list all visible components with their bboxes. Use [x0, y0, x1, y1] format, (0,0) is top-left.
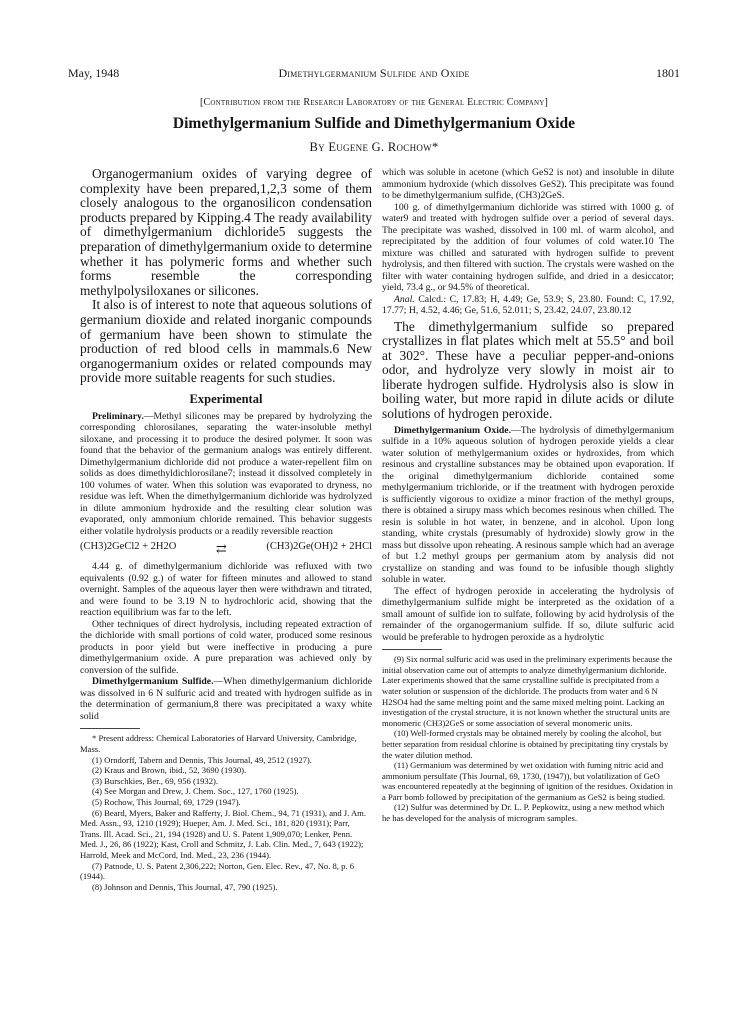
footnote: * Present address: Chemical Laboratories of Harvard University, Cambridge, Mass.	[80, 733, 357, 754]
preliminary-run-in: Preliminary.	[92, 410, 144, 422]
equilibrium-arrow-icon: ⇄	[215, 541, 227, 557]
footnote: (8) Johnson and Dennis, This Journal, 47, 790 (1925).	[92, 881, 278, 892]
effect-paragraph: The effect of hydrogen peroxide in accelerating the hydrolysis of dimethylgermanium sulfide might be interpreted as the oxidation of a small amount of sulfide ion to sulfate, following by acid hydrolysis of the remainder of the organogermanium sulfide. If so, dilute sulfuric acid would be preferable to hydrogen peroxide as a hydrolytic	[382, 585, 674, 643]
footnote-divider	[382, 649, 442, 650]
running-head	[68, 66, 680, 82]
hydrolysis-equation	[80, 541, 372, 557]
running-head-title: Dimethylgermanium Sulfide and Oxide	[278, 66, 470, 80]
footnote: (7) Patnode, U. S. Patent 2,306,222; Norton, Gen. Elec. Rev., 47, No. 8, p. 6 (1944).	[80, 860, 354, 882]
analysis-text: Calcd.: C, 17.83; H, 4.49; Ge, 53.9; S, 23.80. Found: C, 17.92, 17.77; H, 4.52, 4.46; Ge, 51.6, 52.011; S, 23.42, 24.07, 23.80.12	[382, 293, 675, 316]
left-column	[80, 167, 372, 892]
preparation-paragraph: 100 g. of dimethylgermanium dichloride was stirred with 1000 g. of water9 and treated with hydrogen sulfide over a period of several days. The precipitate was washed, dissolved in 100 ml. of warm alcohol, and reprecipitated by the addition of four volumes of cold water.10 The mixture was chilled and saturated with hydrogen sulfide to prevent hydrolysis, and then filtered with suction. The crystals were washed on the filter with water containing hydrogen sulfide, and dried in a desiccator; yield, 73.4 g., or 94.5% of theoretical.	[382, 201, 674, 293]
oxide-paragraph	[382, 425, 674, 586]
oxide-run-in: Dimethylgermanium Oxide.	[394, 424, 512, 436]
sulfide-paragraph	[80, 676, 372, 722]
footnote: (3) Burschkies, Ber., 69, 956 (1932).	[92, 775, 219, 786]
footnote: (12) Sulfur was determined by Dr. L. P. Pepkowitz, using a new method which he has developed for the analysis of microgram samples.	[382, 802, 665, 824]
other-techniques-paragraph: Other techniques of direct hydrolysis, including repeated extraction of the dichloride with small portions of cold water, produced some resinous products in poor yield but were ineffective in producing a pure dimethylgermanium oxide. A pure preparation was achieved only by conversion of the sulfide.	[80, 618, 372, 676]
sulfide-text: —When dimethylgermanium dichloride was dissolved in 6 N sulfuric acid and treated with hydrogen sulfide as in the determination of germanium,8 there was precipitated a waxy white solid	[80, 676, 373, 722]
properties-paragraph: The dimethylgermanium sulfide so prepared crystallizes in flat plates which melt at 55.5° and boil at 302°. These have a peculiar pepper-and-onions odor, and hydrolyze very slowly in moist air to liberate hydrogen sulfide. Hydrolysis also is slow in boiling water, but more rapid in dilute acids or dilute solutions of hydrogen peroxide.	[382, 318, 674, 422]
oxide-text: —The hydrolysis of dimethylgermanium sulfide in a 10% aqueous solution of hydrogen peroxide yields a clear water solution of methylgermanium oxides or hydroxides, from which resinous and crystalline substances may be obtained upon evaporation. If the original dimethylgermanium dichloride contained some methylgermanium trichloride, or if the treatment with hydrogen peroxide is sufficiently vigorous to oxidize a minor fraction of the methyl groups, there is obtained a sirupy mass which becomes resinous when chilled. The resin is soluble in hot water, in benzene, and in alcohol. Upon long standing, white crystals (presumably of hydroxide) slowly grow in the mass but dissolve upon reheating. A resinous sample which had an average of but 1.2 methyl groups per germanium atom by analysis did not crystallize on standing and was found to be infusible though slightly soluble in water.	[382, 424, 675, 586]
page-number: 1801	[656, 66, 680, 80]
left-footnotes	[80, 733, 372, 892]
preliminary-text: —Methyl silicones may be prepared by hydrolyzing the corresponding chlorosilanes, separating the water-insoluble methyl siloxane, and processing it to produce the desired polymer. It soon was found that the behavior of the germanium analogs was entirely different. Dimethylgermanium dichloride did not produce a water-repellent film on solids as does dimethyldichlorosilane7; instead it dissolved completely in 100 volumes of water. When this solution was evaporated to dryness, no residue was left. When the dimethylgermanium dichloride was hydrolyzed in dilute ammonium hydroxide and the resulting clear solution was evaporated, only ammonium chloride remained. This behavior suggests either volatile hydrolysis products or a readily reversible reaction	[80, 410, 372, 537]
analysis-run-in: Anal.	[394, 293, 415, 305]
experimental-heading: Experimental	[189, 391, 263, 406]
right-column	[382, 167, 674, 824]
sulfide-run-in: Dimethylgermanium Sulfide.	[92, 676, 214, 688]
footnote: (10) Well-formed crystals may be obtained merely by cooling the alcohol, but better separation from residual chlorine is obtained by precipitating tiny crystals by the water dilution method.	[382, 728, 669, 760]
footnote: (6) Beard, Myers, Baker and Rafferty, J. Biol. Chem., 94, 71 (1931), and J. Am. Med. Assn., 93, 1210 (1929); Hueper, Am. J. Med. Sci., 181, 820 (1931); Parr, Trans. Ill. Acad. Sci., 21, 194 (1928) and U. S. Patent 1,909,070; Lenker, Penn. Med. J., 26, 86 (1922); Kast, Croll and Schmitz, J. Lab. Clin. Med., 7, 643 (1922); Harrold, Meek and McCord, Ind. Med., 23, 236 (1944).	[80, 807, 366, 860]
author-byline: By Eugene G. Rochow*	[309, 140, 439, 154]
sulfide-continuation: which was soluble in acetone (which GeS2 is not) and insoluble in dilute ammonium hydroxide (which dissolves GeS2). This precipitate was found to be dimethylgermanium sulfide, (CH3)2GeS.	[382, 167, 674, 201]
running-head-date: May, 1948	[68, 66, 120, 80]
article-title: Dimethylgermanium Sulfide and Dimethylgermanium Oxide	[172, 115, 576, 132]
analysis-paragraph	[382, 294, 674, 317]
footnote: (5) Rochow, This Journal, 69, 1729 (1947).	[92, 796, 241, 807]
footnote: (11) Germanium was determined by wet oxidation with fuming nitric acid and ammonium persulfate (This Journal, 69, 1730, (1947)), but volatilization of GeO was encountered repeatedly at the beginning of ignition of the residues. Oxidation in a Parr bomb followed by precipitation of the germanium as GeS2 is being studied.	[382, 760, 673, 802]
equation-lhs: (CH3)2GeCl2 + 2H2O	[80, 541, 177, 553]
intro-paragraph-2: It also is of interest to note that aqueous solutions of germanium dioxide and related inorganic compounds of germanium have been shown to stimulate the production of red blood cells in mammals.6 New organogermanium oxides or related compounds may provide more suitable reagents for such studies.	[80, 297, 372, 386]
intro-paragraph-1: Organogermanium oxides of varying degree of complexity have been prepared,1,2,3 some of them closely analogous to the organosilicon condensation products prepared by Kipping.4 The ready availability of dimethylgermanium dichloride5 suggests the preparation of dimethylgermanium oxide to determine whether it has polymeric forms and whether such forms resemble the corresponding methylpolysiloxanes or silicones.	[80, 166, 372, 298]
equation-rhs: (CH3)2Ge(OH)2 + 2HCl	[266, 541, 372, 553]
footnote: (4) See Morgan and Drew, J. Chem. Soc., 127, 1760 (1925).	[92, 786, 299, 797]
hydrolysis-paragraph: 4.44 g. of dimethylgermanium dichloride was refluxed with two equivalents (0.92 g.) of water for fifteen minutes and allowed to stand overnight. Samples of the aqueous layer then were withdrawn and titrated, and were found to be 3.19 N to hydrochloric acid, showing that the reaction equilibrium was far to the left.	[80, 561, 372, 619]
footnote: (1) Orndorff, Tabern and Dennis, This Journal, 49, 2512 (1927).	[92, 754, 312, 765]
preliminary-paragraph	[80, 411, 372, 538]
footnote-divider	[80, 728, 140, 729]
footnote: (2) Kraus and Brown, ibid., 52, 3690 (1930).	[92, 765, 247, 776]
contribution-line: [Contribution from the Research Laboratory of the General Electric Company]	[199, 97, 549, 108]
footnote: (9) Six normal sulfuric acid was used in the preliminary experiments because the initial observation came out of attempts to analyze dimethylgermanium dichloride. Later experiments showed that the same crystalline sulfide is precipitated from a water solution or suspension of the dichloride. The products from water and 6 N H2SO4 had the same melting point and the same mixed melting point. Lacking an investigation of the crystal structure, it is not known whether the structural units are monomeric (CH3)2GeS or some association of several monomeric units.	[382, 654, 673, 728]
right-footnotes	[382, 654, 674, 824]
